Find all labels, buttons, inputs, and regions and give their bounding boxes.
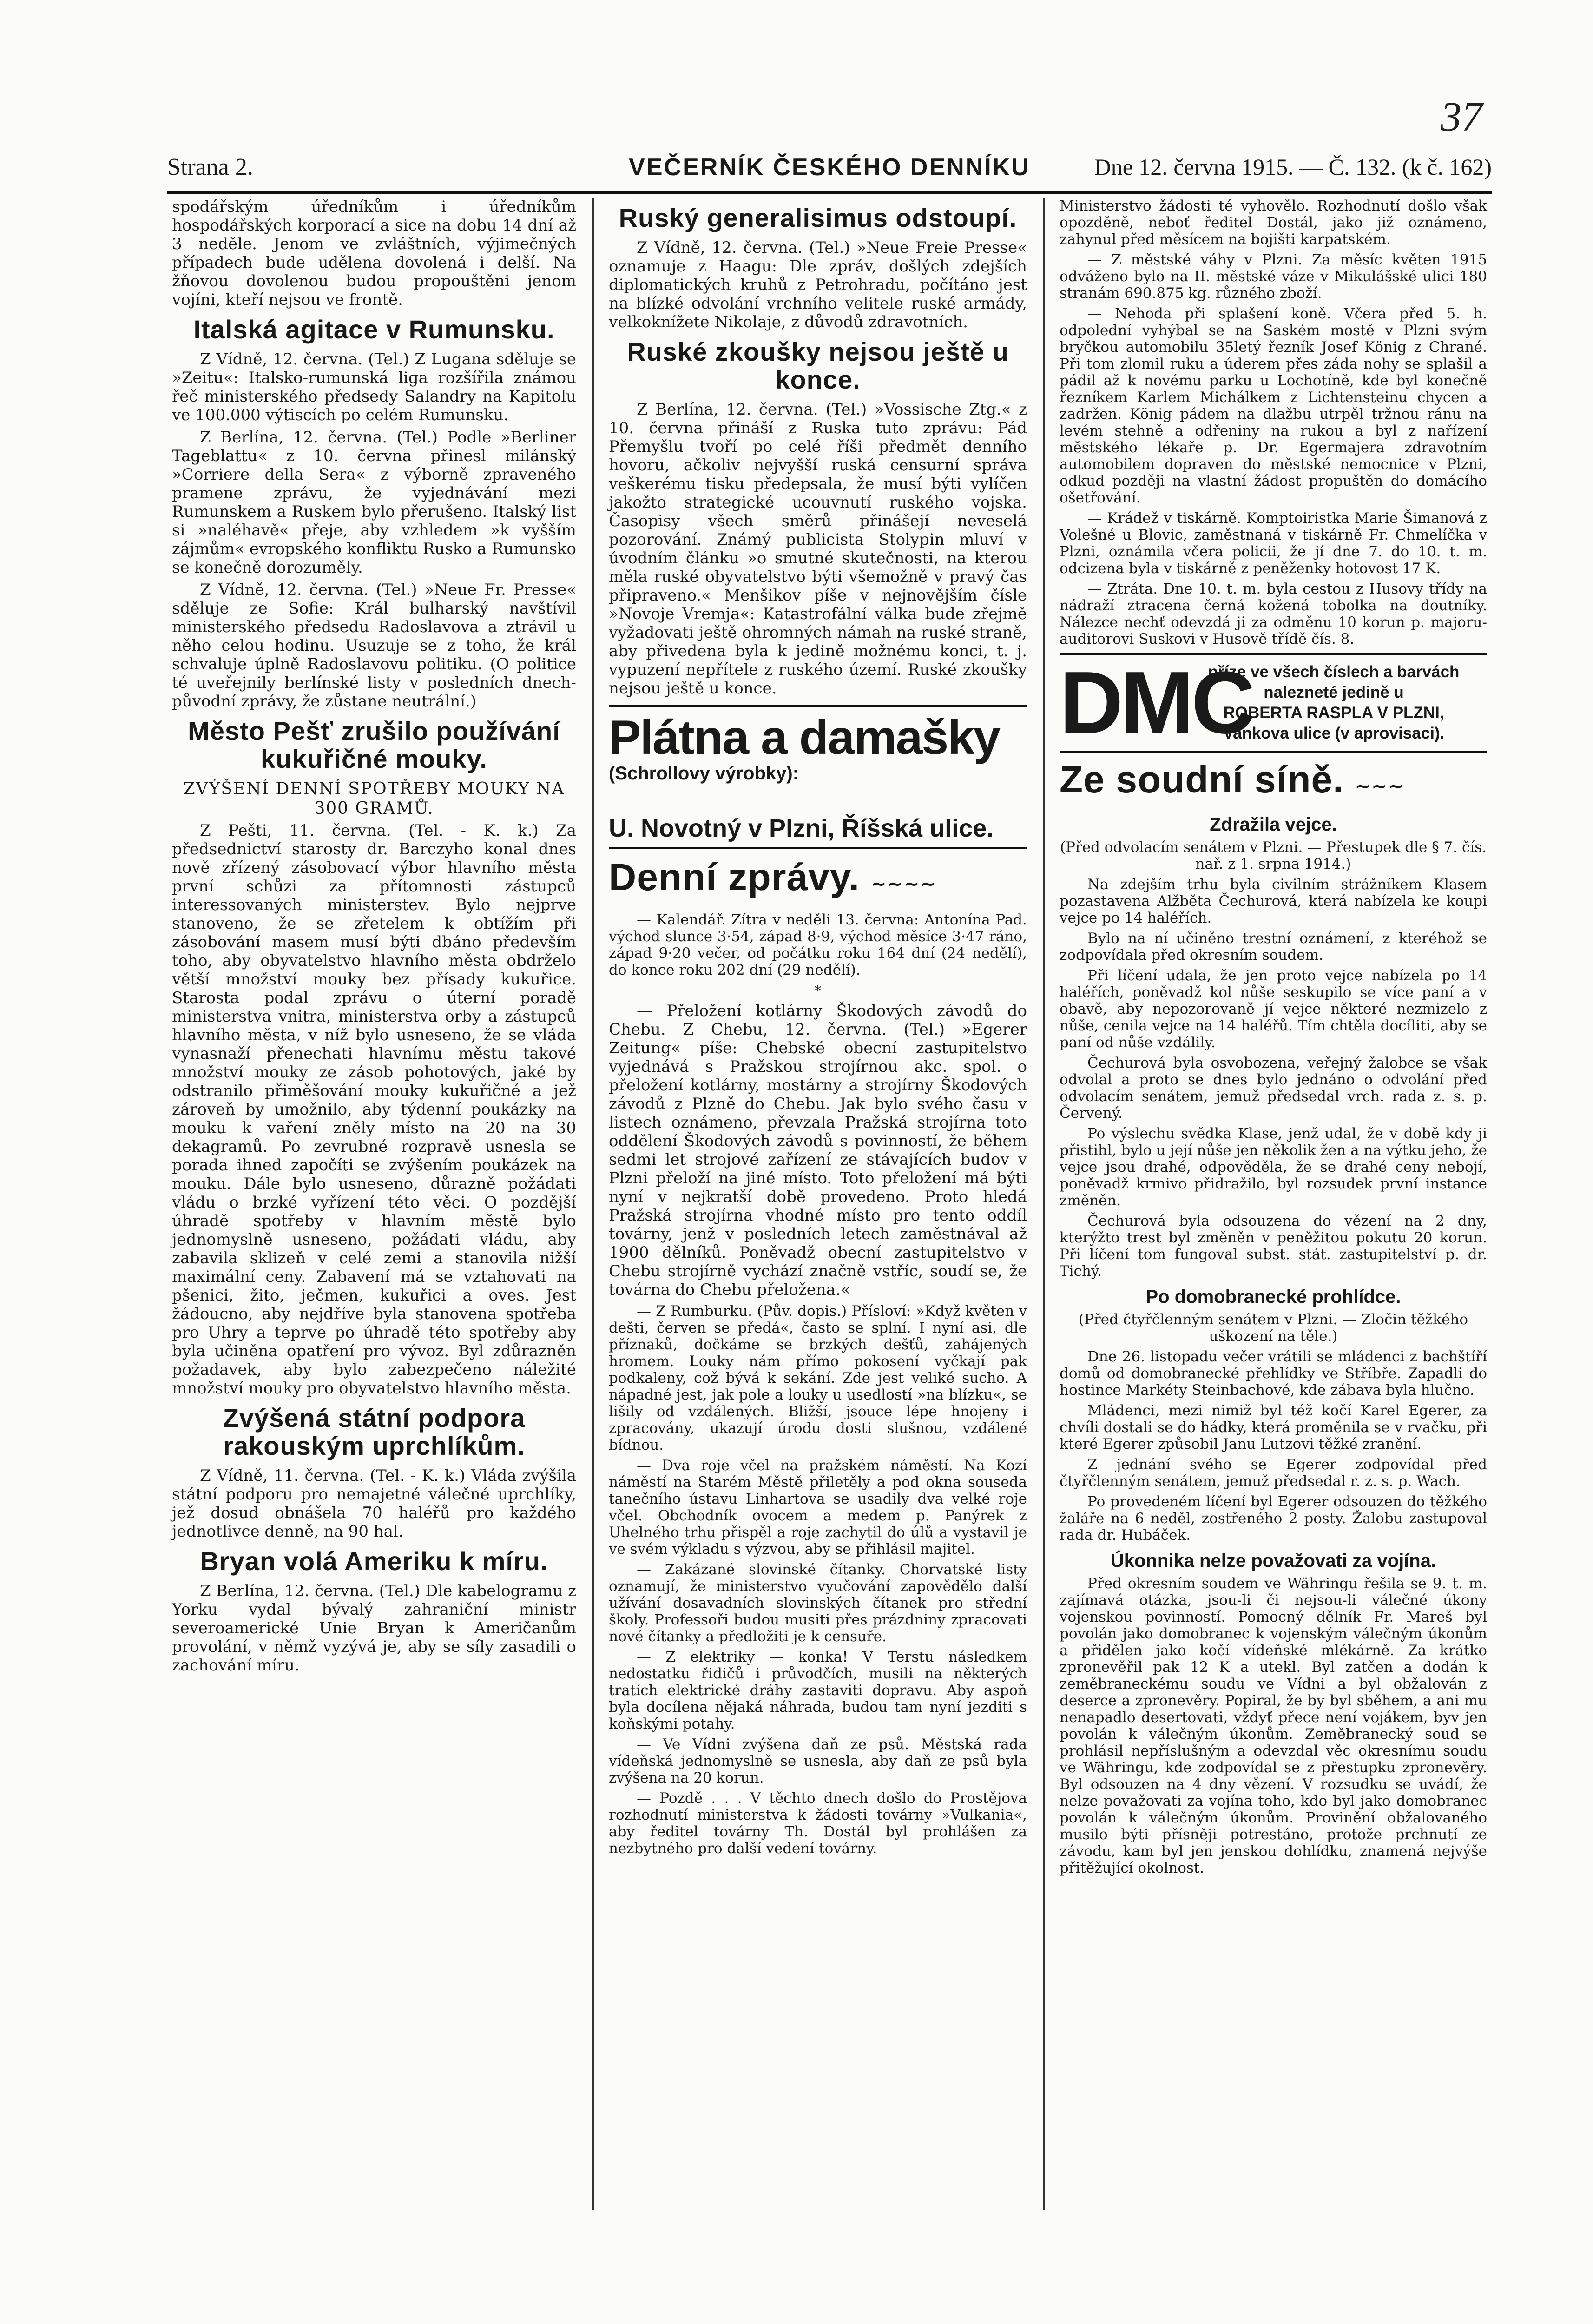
page-number: Strana 2. [167,154,253,180]
page-handwritten-mark: 37 [1441,94,1482,140]
section-denni-zpravy: Denní zprávy. ~~~~ [609,856,937,898]
advertisement-platna [609,705,1027,849]
article-paragraph: Bylo na ní učiněno trestní oznámení, z kteréhož se zodpovídala před okresním soudem. [1060,930,1487,964]
article-paragraph: Z Pešti, 11. června. (Tel. - K. k.) Za předsednictví starosty dr. Barczyho konal dnes nově zřízený zásobovací výbor hlavního města první schůzi za přítomnosti zástupců interessovaných ministerstev. Bylo nejprve stanoveno, že se zřetelem k obtížím při zásobování masem musí býti dbáno především toho, aby obyvatelstvo hlavního města obdrželo větší množství mouky bez přísady kukuřice. Starosta podal zprávu o úterní poradě ministerstva vnitra, ministerstva orby a zástupců hlavního města, v níž bylo usneseno, že se vláda vynasnaží přenechati hlavnímu městu takové množství mouky ze zásob pohotových, jaké by odstranilo přiměšování mouky kukuřičné a jež zároveň by umožnilo, aby týdenní poukázky na mouku k vaření zněly místo na 20 na 30 dekagramů. Po zevrubné rozpravě usnesla se porada ihned započíti se zvýšením poukázek na mouku. Dále bylo usneseno, důrazně požádati vládu o brzké vyřízení této věci. O pozdější úhradě spotřeby v hlavním městě bylo jednomyslně usneseno, požádati vládu, aby zabavila sklizeň v celé zemi a stanovila nižší maximální ceny. Zabavení má se vztahovati na pšenici, žito, ječmen, kukuřici a oves. Jest žádoucno, aby nejdříve byla stanovena spotřeba pro Uhry a teprve po úhradě této spotřeby aby byla učiněna opatření pro vývoz. Byl zdůrazněn požadavek, aby bylo zabezpečeno náležité množství mouky pro obyvatelstvo hlavního města. [172,821,576,1398]
news-item: — Dva roje včel na pražském náměstí. Na Kozí náměstí na Starém Městě přiletěly a pod okna souseda tanečního ústavu Linhartova se usadily dva velké roje včel. Obchodník ovocem a medem p. Panýrek z Uhelného trhu přispěl a roje zachytil do úlů a vystavil je ve svém výkladu s výzvou, aby se přihlásil majitel. [609,1457,1027,1558]
article-paragraph: Po výslechu svědka Klase, jenž udal, že v době kdy ji přistihl, bylo u její nůše jen několik žen a na výtku jeho, že vejce jsou drahé, odpověděla, že se drahé ceny nebojí, poněvadž krmivo přidražilo, byl rozsudek první instance změněn. [1060,1125,1487,1209]
article-paragraph: Z Vídně, 11. června. (Tel. - K. k.) Vláda zvýšila státní podporu pro nemajetné válečné uprchlíky, jež dosud obnášela 70 haléřů pro každého jednotlivce denně, na 90 hal. [172,1466,576,1541]
article-paragraph: Z Berlína, 12. června. (Tel.) Podle »Berliner Tageblattu« z 10. června přinesl milánský »Corriere della Sera« z výborně zpraveného pramene zprávu, že vyjednávání mezi Rumunskem a Ruskem bylo přerušeno. Italský list si »naléhavě« přeje, aby vzhledem »k vyšším zájmům« evropského konfliktu Rusko a Rumunsko se konečně dorozuměly. [172,428,576,577]
column-rule [1043,198,1045,2210]
column-right [1055,198,1492,2210]
news-item: — Ve Vídni zvýšena daň ze psů. Městská rada vídeňská jednomyslně se usnesla, aby daň ze psů byla zvýšena na 20 korun. [609,1736,1027,1786]
article-paragraph: Čechurová byla odsouzena do vězení na 2 dny, kterýžto trest byl změněn v peněžitou pokutu 20 korun. Při líčení tom fungoval subst. stát. zastupitelství p. dr. Tichý. [1060,1213,1487,1280]
news-item: — Z Rumburku. (Pův. dopis.) Přísloví: »Když květen v dešti, červen se předá«, často se splní. I nyní asi, dle příznaků, dočkáme se brzkých dešťů, zahájených hromem. Louky nám přímo pokosení vyčkají pak podkaleny, což bývá k sekání. Zde jest veliké sucho. A nápadné jest, jak pole a louky u usedlostí »na blízku«, se lišily od vzdálených. Bližší, jsouce lépe hnojeny i zpracovány, ukazují úrodu dosti slušnou, vzdálené bídnou. [609,1303,1027,1453]
headline-bryan: Bryan volá Ameriku k míru. [200,1546,548,1576]
section-soudni-sine: Ze soudní síně. ~~~ [1060,759,1405,801]
headline-generalisimus: Ruský generalisimus odstoupí. [619,203,1017,232]
article-paragraph: Z Berlína, 12. června. (Tel.) »Vossische Ztg.« z 10. června přináší z Ruska tuto zprávu: Pád Přemyšlu tvoří po celé říši předmět denního hovoru, ačkoliv nejvyšší ruská censurní správa veškerému tisku předepsala, že musí býti vylíčen jakožto strategické ucouvnutí ruského vojska. Časopisy všech směrů přinášejí neveselá pozorování. Známý publicista Stolypin mluví v úvodním článku »o smutné skutečnosti, na kterou měla ruské obyvatelstvo býti všemožně v pravý čas připraveno.« Menšikov píše v nejnovějším čísle »Novoje Vremja«: Katastrofální válka bude zřejmě vyžadovati ještě ohromných námah na ruské straně, aby přivedena byla k jedině možnému konci, t. j. vypuzení nepřítele z ruského území. Ruské zkoušky nejsou ještě u konce. [609,400,1027,698]
article-paragraph: Na zdejším trhu byla civilním strážníkem Klasem pozastavena Alžběta Čechurová, která nabízela ke koupi vejce po 14 haléřích. [1060,876,1487,926]
newspaper-title: VEČERNÍK ČESKÉHO DENNÍKU [629,154,1030,181]
article-paragraph: Z jednání svého se Egerer zodpovídal před čtyřčlenným senátem, jemuž předsedal r. z. s. p. Wach. [1060,1456,1487,1490]
news-item: — Z elektriky — konka! V Terstu následkem nedostatku řidičů i průvodčích, musili na některých tratích elektrické dráhy zastaviti dopravu. Aby aspoň byla docílena nějaká náhrada, budou tam nyní jezditi s koňskými potahy. [609,1649,1027,1732]
issue-date: Dne 12. června 1915. — Č. 132. (k č. 162) [1094,154,1492,180]
article-paragraph: Po provedeném líčení byl Egerer odsouzen do těžkého žaláře na 6 neděl, zostřeného 2 posty. Žalobu zastupoval rada dr. Hubáček. [1060,1493,1487,1544]
article-paragraph: Z Vídně, 12. června. (Tel.) »Neue Freie Presse« oznamuje z Haagu: Dle zpráv, došlých zdejších diplomatických kruhů z Petrohradu, počítáno jest na blízké odvolání vrchního velitele ruské armády, velkoknížete Nikolaje, z důvodů zdravotních. [609,238,1027,331]
news-item: — Zakázané slovinské čítanky. Chorvatské listy oznamují, že ministerstvo vyučování zapovědělo další užívání dosavadních slovinských čítanek pro střední školy. Professoři budou musiti přes prázdniny zpracovati nové čítanky a předložiti je k censuře. [609,1561,1027,1645]
dmc-text: příze ve všech číslech a barvách nalezneté jedině u ROBERTA RASPLA V PLZNI, Vankova ulice (v aprovisaci). [1208,663,1460,742]
news-item: — Kalendář. Zítra v neděli 13. června: Antonína Pad. východ slunce 3·54, západ 8·9, východ měsíce 3·47 ráno, západ 9·20 večer, od počátku roku 164 dní (24 nedělí), do konce roku 202 dní (29 nedělí). [609,911,1027,978]
dmc-logo: DMC [1060,654,1252,752]
article-paragraph: Dne 26. listopadu večer vrátili se mládenci z bachštíří domů od domobranecké přehlídky ve Stříbře. Zapadli do hostince Markéty Steinbachové, kde zábava byla hlučno. [1060,1348,1487,1399]
article-paragraph: Mládenci, mezi nimiž byl též kočí Karel Egerer, za chvíli dostali se do hádky, která proměnila se v rvačku, při které Egerer způsobil Janu Lutzovi těžké zranění. [1060,1402,1487,1452]
headline-domobranecke: Po domobranecké prohlídce. [1145,1287,1401,1307]
separator-star: * [814,983,822,999]
masthead [167,153,1492,194]
column-left [167,198,581,2210]
article-paragraph: Z Vídně, 12. června. (Tel.) Z Lugana sděluje se »Zeitu«: Italsko-rumunská liga rozšířila známou řeč ministerského předsedy Salandry na Kapitolu ve 100.000 výtiscích po celém Rumunsku. [172,350,576,424]
news-item: — Přeložení kotlárny Škodových závodů do Chebu. Z Chebu, 12. června. (Tel.) »Egerer Zeitung« píše: Chebské obecní zastupitelstvo vyjednává s Pražskou strojírnou akc. spol. o přeložení kotlárny, mostárny a strojírny Škodových závodů z Plzně do Chebu. Jak bylo svého času v listech oznámeno, převzala Pražská strojírna toto oddělení Škodových závodů s povinností, že během sedmi let strojové zařízení ze stávajících budov v Plzni přeloží na jiné místo. Toto přeložení má býti nyní v nejkratší době provedeno. Proto hledá Pražská strojírna vhodné místo pro tento oddíl továrny, jenž v posledních letech zaměstnával až 1900 dělníků. Poněvadž obecní zastupitelstvo v Chebu strojírně vychází značně vstříc, soudí se, že továrna do Chebu přeložena.« [609,1002,1027,1299]
headline-ukonnika: Úkonnika nelze považovati za vojína. [1110,1551,1436,1571]
article-paragraph: Před okresním soudem ve Währingu řešila se 9. t. m. zajímavá otázka, jsou-li či nejsou-li válečné úkony vojenskou povinností. Pomocný dělník Fr. Mareš byl povolán jako domobranec k vojenským válečným úkonům a přidělen jako kočí vídeňské mlékárně. Za krátko zpronevěřil pak 12 K a utekl. Byl zatčen a dodán k zeměbraneckému soudu ve Vídni a byl obžalován z deserce a zpronevěry. Popiral, že by byl sběhem, a ani mu nenapadlo desertovati, vždyť přece není vojákem, byv jen povolán k válečným úkonům. Zeměbranecký soud se prohlásil nepříslušným a odevzdal věc okresnímu soudu ve Währingu, kde zodpovídal se z přestupku zpronevěry. Byl odsouzen na 4 dny vězení. V rozsudku se uvádí, že nelze považovati za vojína toho, kdo byl jako domobranec povolán k válečným úkonům. Provinění obžalovaného musilo býti přísněji potrestáno, protože prchnutí ze závodu, kam byl jen jenskou dohlídku, znamená nejvýše přitěžující okolnost. [1060,1575,1487,1876]
ad-headline: Plátna a damašky (Schrollovy výrobky): [609,711,1000,784]
headline-podpora: Zvýšená státní podpora rakouským uprchlíkům. [223,1403,526,1460]
subheadline-pest: ZVÝŠENÍ DENNÍ SPOTŘEBY MOUKY NA 300 GRAMŮ. [183,779,565,818]
court-subtitle: (Před odvolacím senátem v Plzni. — Přestupek dle § 7. čís. nař. z 1. srpna 1914.) [1060,839,1487,872]
headline-vejce: Zdražila vejce. [1210,814,1337,835]
article-paragraph: Čechurová byla osvobozena, veřejný žalobce se však odvolal a proto se dnes bylo jednáno o odvolání před odvolacím senátem, jemuž předsedal vrch. rada z. s. p. Červený. [1060,1055,1487,1122]
news-item: — Krádež v tiskárně. Komptoiristka Marie Šimanová z Volešné u Blovic, zaměstnaná v tiskárně Fr. Chmelíčka v Plzni, oznámila včera policii, že jí dne 7. do 10. t. m. odcizena byla v tiskárně z peněženky hotovost 17 K. [1060,510,1487,577]
column-middle [604,198,1032,2210]
ad-address: U. Novotný v Plzni, Říšská ulice. [609,814,994,842]
court-subtitle: (Před čtyřčlenným senátem v Plzni. — Zločin těžkého uškození na těle.) [1078,1311,1468,1345]
article-paragraph: spodářským úředníkům i úředníkům hospodářských korporací a sice na dobu 14 dní až 3 neděle. Jenom ve zvláštních, výjimečných případech bude udělena dovolená i delší. Na žňovou dovolenou budou propouštěni jenom vojíni, kteří nejsou ve frontě. [172,198,576,309]
news-item: — Nehoda při splašení koně. Včera před 5. h. odpolední vyhýbal se na Saském mostě v Plzni svým bryčkou automobilu 35letý řezník Josef König z Chrané. Při tom zlomil ruku a úderem přes záda nohy se splašil a pádil až k novému parku u Lochotíně, kde byl konečně řezníkem Karlem Michálkem z Lichtensteinu chycen a zadržen. König pádem na dlažbu utrpěl tržnou ránu na levém stehně a odřeniny na rukou a byl z nařízení městského lékaře p. Dr. Egermajera zdravotním automobilem dopraven do městské nemocnice v Plzni, odkud později na vlastní žádost propuštěn do domácího ošetřování. [1060,305,1487,506]
news-item: — Pozdě . . . V těchto dnech došlo do Prostějova rozhodnutí ministerstva k žádosti továrny »Vulkania«, aby ředitel továrny Th. Dostál byl prohlášen za nezbytného pro další vedení továrny. [609,1790,1027,1857]
article-paragraph: Z Berlína, 12. června. (Tel.) Dle kabelogramu z Yorku vydal bývalý zahraniční ministr severoamerické Unie Bryan k Američanům provolání, v němž vyzývá je, aby se síly zasadili o zachování míru. [172,1582,576,1675]
article-paragraph: Při líčení udala, že jen proto vejce nabízela po 14 haléřích, poněvadž kol nůše seskupilo se více paní a v obavě, aby nepozorovaně jí vejce některé nezmizelo z nůše, cenila vejce na 14 haléřů. Tím chtěla docíliti, aby se paní od nůše vzdálily. [1060,967,1487,1051]
headline-italska: Italská agitace v Rumunsku. [193,315,555,344]
news-item: — Ztráta. Dne 10. t. m. byla cestou z Husovy třídy na nádraží ztracena černá kožená tobolka na doutníky. Nálezce nechť odevzdá ji za odměnu 10 korun p. majoru-auditorovi Suskovi v Husově třídě čís. 8. [1060,581,1487,647]
advertisement-dmc [1060,653,1487,753]
news-item: Ministerstvo žádosti té vyhovělo. Rozhodnutí došlo však opozděně, neboť ředitel Dostál, jako již oznámeno, zahynul před měsícem na bojišti karpatském. [1060,198,1487,248]
decorative-flourish-icon: ~~~~ [870,873,937,895]
article-paragraph: Z Vídně, 12. června. (Tel.) »Neue Fr. Presse« sděluje ze Sofie: Král bulharský navštívil ministerského předsedu Radoslavova a ztrávil u něho celou hodinu. Usuzuje se z toho, že král schvaluje úplně Radoslavovu politiku. (O politice té uveřejnily berlínské listy v posledních dnech-původní zprávy, že zůstane neutrální.) [172,581,576,711]
decorative-flourish-icon: ~~~ [1355,776,1405,797]
news-item: — Z městské váhy v Plzni. Za měsíc květen 1915 odváženo bylo na II. městské váze v Mikulášské ulici 180 stranám 690.875 kg. různého zboží. [1060,251,1487,302]
headline-pest: Město Pešť zrušilo používání kukuřičné mouky. [188,716,560,773]
headline-zkousky: Ruské zkoušky nejsou ještě u konce. [627,337,1009,394]
column-rule [592,198,594,2210]
